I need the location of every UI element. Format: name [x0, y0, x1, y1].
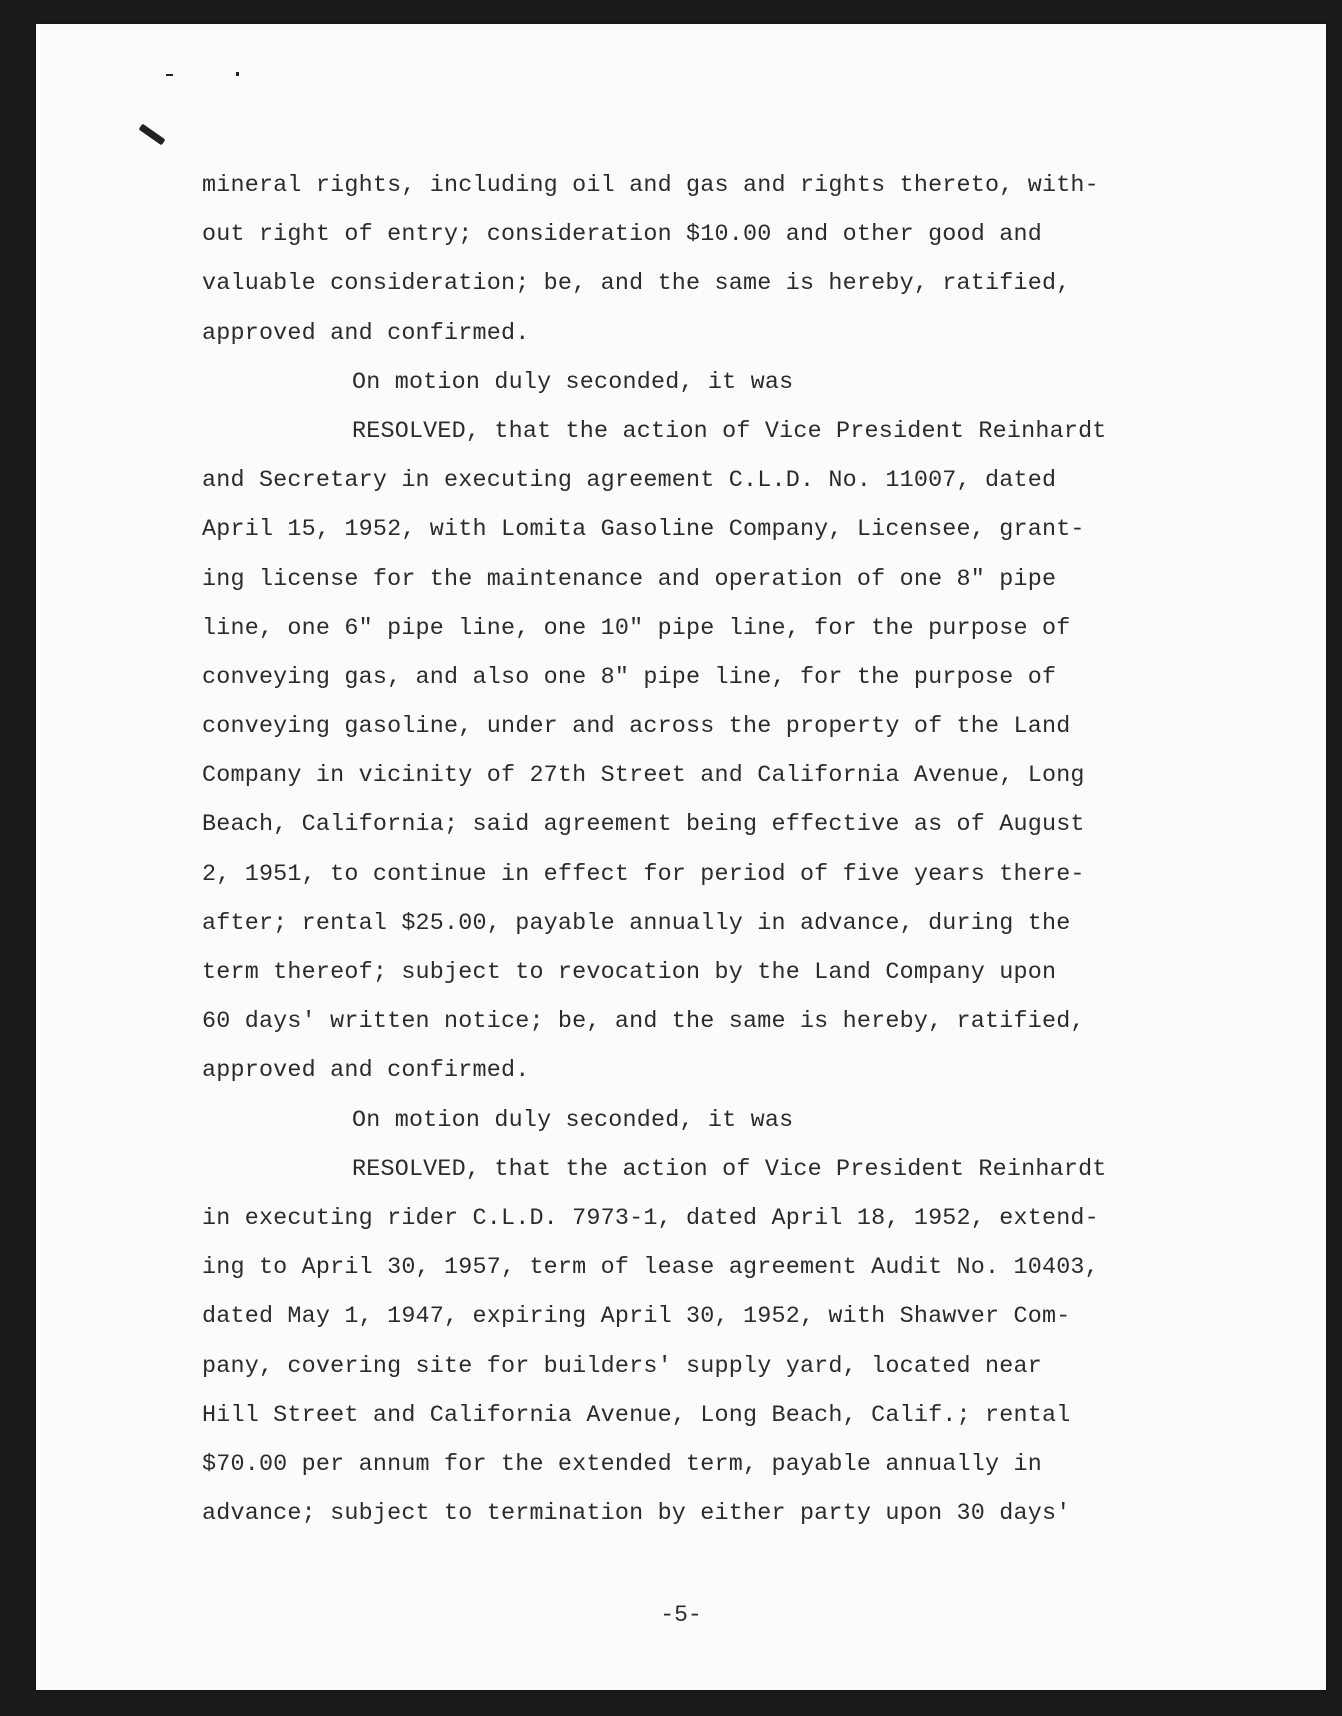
- text-line: line, one 6" pipe line, one 10" pipe line, for the purpose of: [202, 615, 1071, 642]
- text-line: after; rental $25.00, payable annually in advance, during the: [202, 910, 1071, 937]
- margin-mark: [166, 74, 173, 76]
- text-line: out right of entry; consideration $10.00 and other good and: [202, 222, 1042, 249]
- text-line: On motion duly seconded, it was: [352, 369, 794, 396]
- text-line: On motion duly seconded, it was: [352, 1107, 794, 1134]
- document-page: [36, 24, 1326, 1690]
- text-line: RESOLVED, that the action of Vice President Reinhardt: [352, 1156, 1107, 1183]
- text-line: Company in vicinity of 27th Street and California Avenue, Long: [202, 763, 1085, 790]
- text-line: conveying gasoline, under and across the property of the Land: [202, 714, 1071, 741]
- text-line: $70.00 per annum for the extended term, payable annually in: [202, 1451, 1042, 1478]
- text-line: approved and confirmed.: [202, 1058, 530, 1085]
- text-line: advance; subject to termination by either party upon 30 days': [202, 1501, 1071, 1528]
- text-line: valuable consideration; be, and the same is hereby, ratified,: [202, 271, 1071, 298]
- text-line: conveying gas, and also one 8" pipe line, for the purpose of: [202, 664, 1057, 691]
- text-line: in executing rider C.L.D. 7973-1, dated April 18, 1952, extend-: [202, 1205, 1099, 1232]
- text-line: approved and confirmed.: [202, 320, 530, 347]
- text-line: Beach, California; said agreement being effective as of August: [202, 812, 1085, 839]
- text-line: April 15, 1952, with Lomita Gasoline Company, Licensee, grant-: [202, 517, 1085, 544]
- text-line: ing license for the maintenance and operation of one 8" pipe: [202, 566, 1057, 593]
- text-line: term thereof; subject to revocation by the Land Company upon: [202, 960, 1057, 986]
- text-line: and Secretary in executing agreement C.L.D. No. 11007, dated: [202, 468, 1057, 495]
- text-line: mineral rights, including oil and gas and rights thereto, with-: [202, 173, 1099, 199]
- text-line: dated May 1, 1947, expiring April 30, 1952, with Shawver Com-: [202, 1304, 1071, 1331]
- margin-mark: [236, 72, 239, 76]
- text-line: Hill Street and California Avenue, Long Beach, Calif.; rental: [202, 1402, 1071, 1429]
- margin-mark: [139, 124, 166, 146]
- document-body: [202, 162, 1212, 1539]
- text-line: 60 days' written notice; be, and the same is hereby, ratified,: [202, 1009, 1085, 1036]
- text-line: RESOLVED, that the action of Vice President Reinhardt: [352, 418, 1107, 445]
- text-line: pany, covering site for builders' supply yard, located near: [202, 1353, 1042, 1380]
- page-number: -5-: [660, 1602, 702, 1628]
- text-line: ing to April 30, 1957, term of lease agreement Audit No. 10403,: [202, 1255, 1099, 1282]
- text-line: 2, 1951, to continue in effect for period of five years there-: [202, 861, 1085, 888]
